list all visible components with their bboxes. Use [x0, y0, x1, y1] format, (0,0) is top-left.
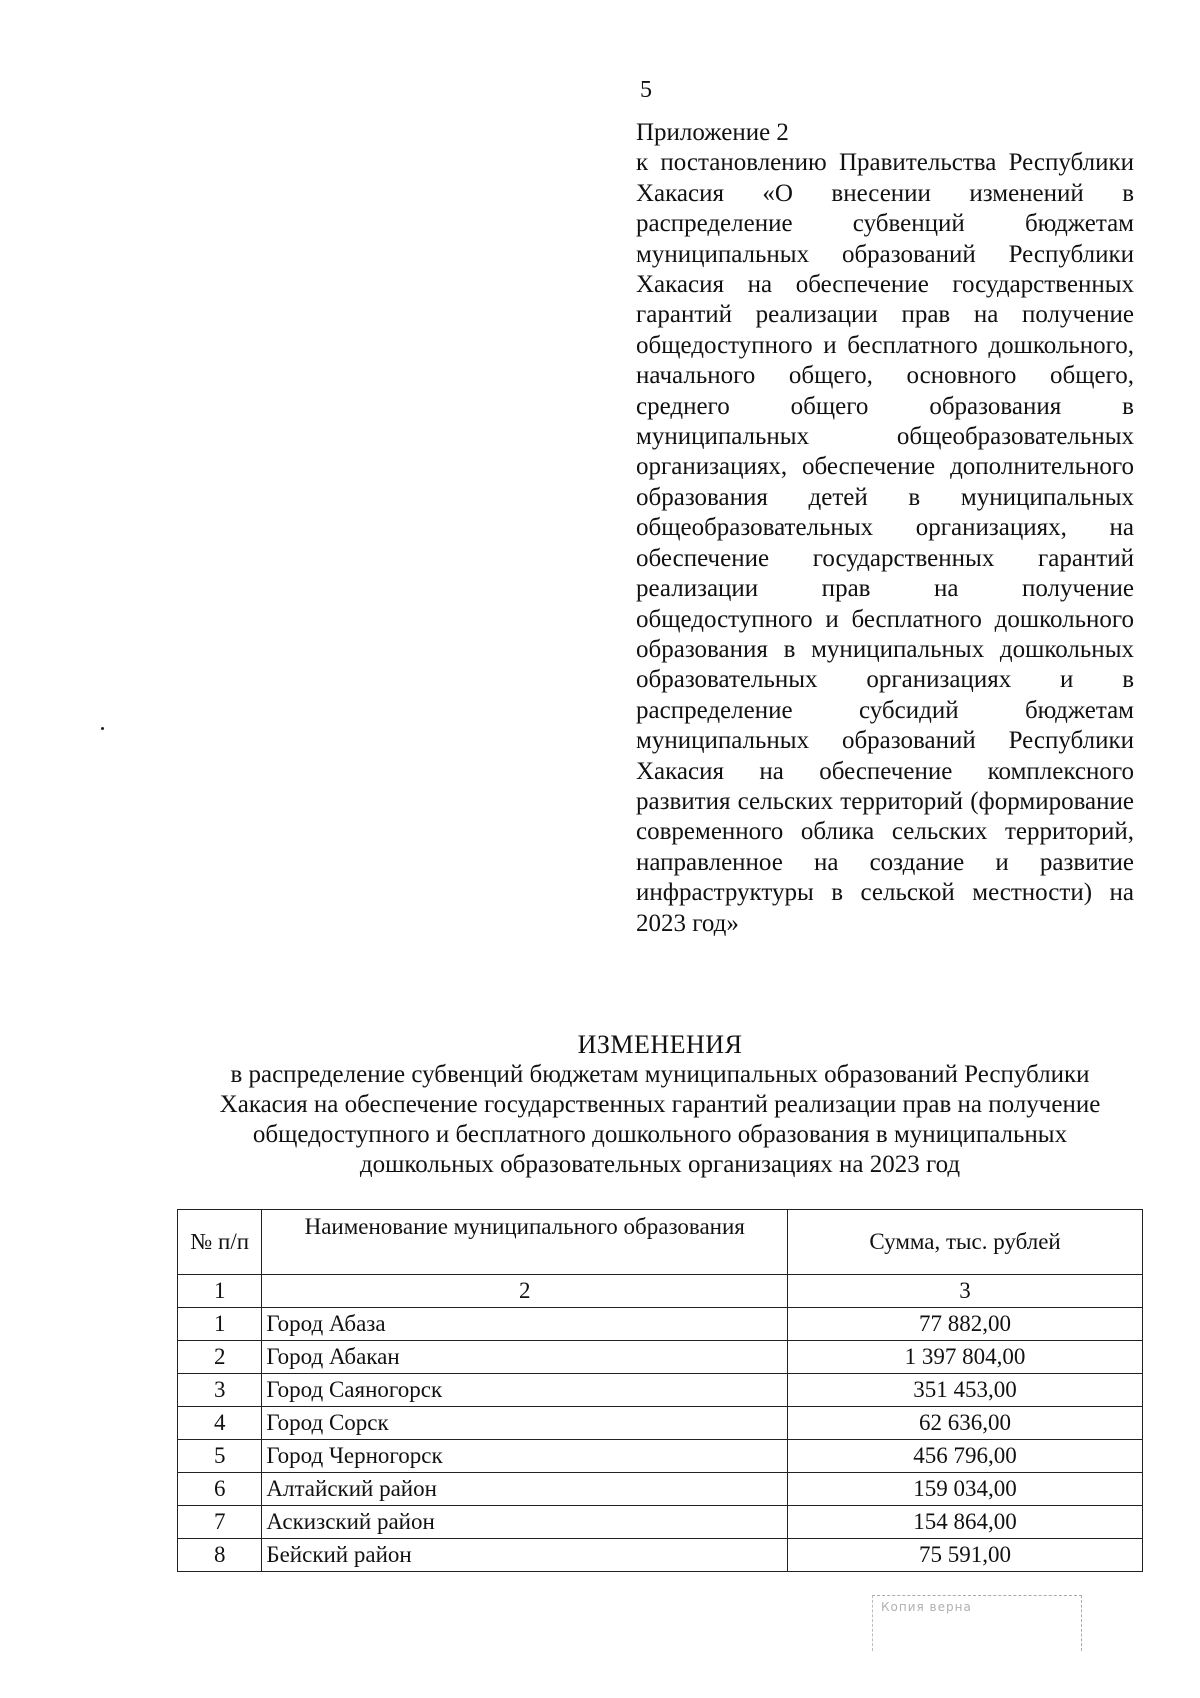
document-heading: [190, 1030, 1130, 1180]
appendix-title: Приложение 2: [636, 119, 789, 146]
stamp-line: Копия верна: [881, 1600, 972, 1614]
row-num: 1: [178, 1308, 262, 1341]
row-sum: 154 864,00: [788, 1506, 1143, 1539]
table-row: [178, 1539, 1143, 1572]
appendix-text: к постановлению Правительства Республики Хакасия «О внесении изменений в распределение субвенций бюджетам муниципальных образований Республики Хакасия на обеспечение государственных гарантий реализации прав на получение общедоступного и бесплатного дошкольного, начального общего, основного общего, среднего общего образования в муниципальных общеобразовательных организациях, обеспечение дополнительного образования детей в муниципальных общеобразовательных организациях, на обеспечение государственных гарантий реализации прав на получение общедоступного и бесплатного дошкольного образования в муниципальных дошкольных образовательных организациях и в распределение субсидий бюджетам муниципальных образований Республики Хакасия на обеспечение комплексного развития сельских территорий (формирование современного облика сельских территорий, направленное на создание и развитие инфраструктуры в сельской местности) на 2023 год»: [636, 149, 1134, 937]
row-num: 2: [178, 1341, 262, 1374]
row-sum: 62 636,00: [788, 1407, 1143, 1440]
header-num: № п/п: [178, 1210, 262, 1275]
row-num: 4: [178, 1407, 262, 1440]
header-name: Наименование муниципального образования: [262, 1210, 788, 1275]
scan-dot: [101, 727, 104, 730]
row-num: 5: [178, 1440, 262, 1473]
row-num: 7: [178, 1506, 262, 1539]
row-num: 6: [178, 1473, 262, 1506]
row-name: Город Сорск: [262, 1407, 788, 1440]
row-name: Алтайский район: [262, 1473, 788, 1506]
page-number: 5: [640, 77, 652, 103]
table-row: [178, 1308, 1143, 1341]
heading-subtitle: в распределение субвенций бюджетам муниципальных образований Республики Хакасия на обеспечение государственных гарантий реализации прав на получение общедоступного и бесплатного дошкольного образования в муниципальных дошкольных образовательных организациях на 2023 год: [219, 1061, 1101, 1178]
row-sum: 75 591,00: [788, 1539, 1143, 1572]
heading-title: ИЗМЕНЕНИЯ: [577, 1030, 743, 1059]
row-sum: 351 453,00: [788, 1374, 1143, 1407]
distribution-table: [177, 1209, 1143, 1572]
row-name: Город Абакан: [262, 1341, 788, 1374]
row-name: Город Абаза: [262, 1308, 788, 1341]
row-sum: 77 882,00: [788, 1308, 1143, 1341]
row-num: 3: [178, 1374, 262, 1407]
row-sum: 456 796,00: [788, 1440, 1143, 1473]
column-number: 2: [262, 1275, 788, 1308]
header-sum: Сумма, тыс. рублей: [788, 1210, 1143, 1275]
table-row: [178, 1407, 1143, 1440]
certification-stamp: [872, 1595, 1082, 1651]
table-row: [178, 1473, 1143, 1506]
table-row: [178, 1440, 1143, 1473]
column-number: 1: [178, 1275, 262, 1308]
row-name: Город Саяногорск: [262, 1374, 788, 1407]
table-row: [178, 1341, 1143, 1374]
row-name: Город Черногорск: [262, 1440, 788, 1473]
column-number: 3: [788, 1275, 1143, 1308]
table-row: [178, 1506, 1143, 1539]
column-numbers-row: [178, 1275, 1143, 1308]
row-sum: 1 397 804,00: [788, 1341, 1143, 1374]
row-sum: 159 034,00: [788, 1473, 1143, 1506]
table-row: [178, 1374, 1143, 1407]
row-num: 8: [178, 1539, 262, 1572]
appendix-block: [636, 118, 1134, 939]
table-header-row: [178, 1210, 1143, 1275]
row-name: Бейский район: [262, 1539, 788, 1572]
row-name: Аскизский район: [262, 1506, 788, 1539]
